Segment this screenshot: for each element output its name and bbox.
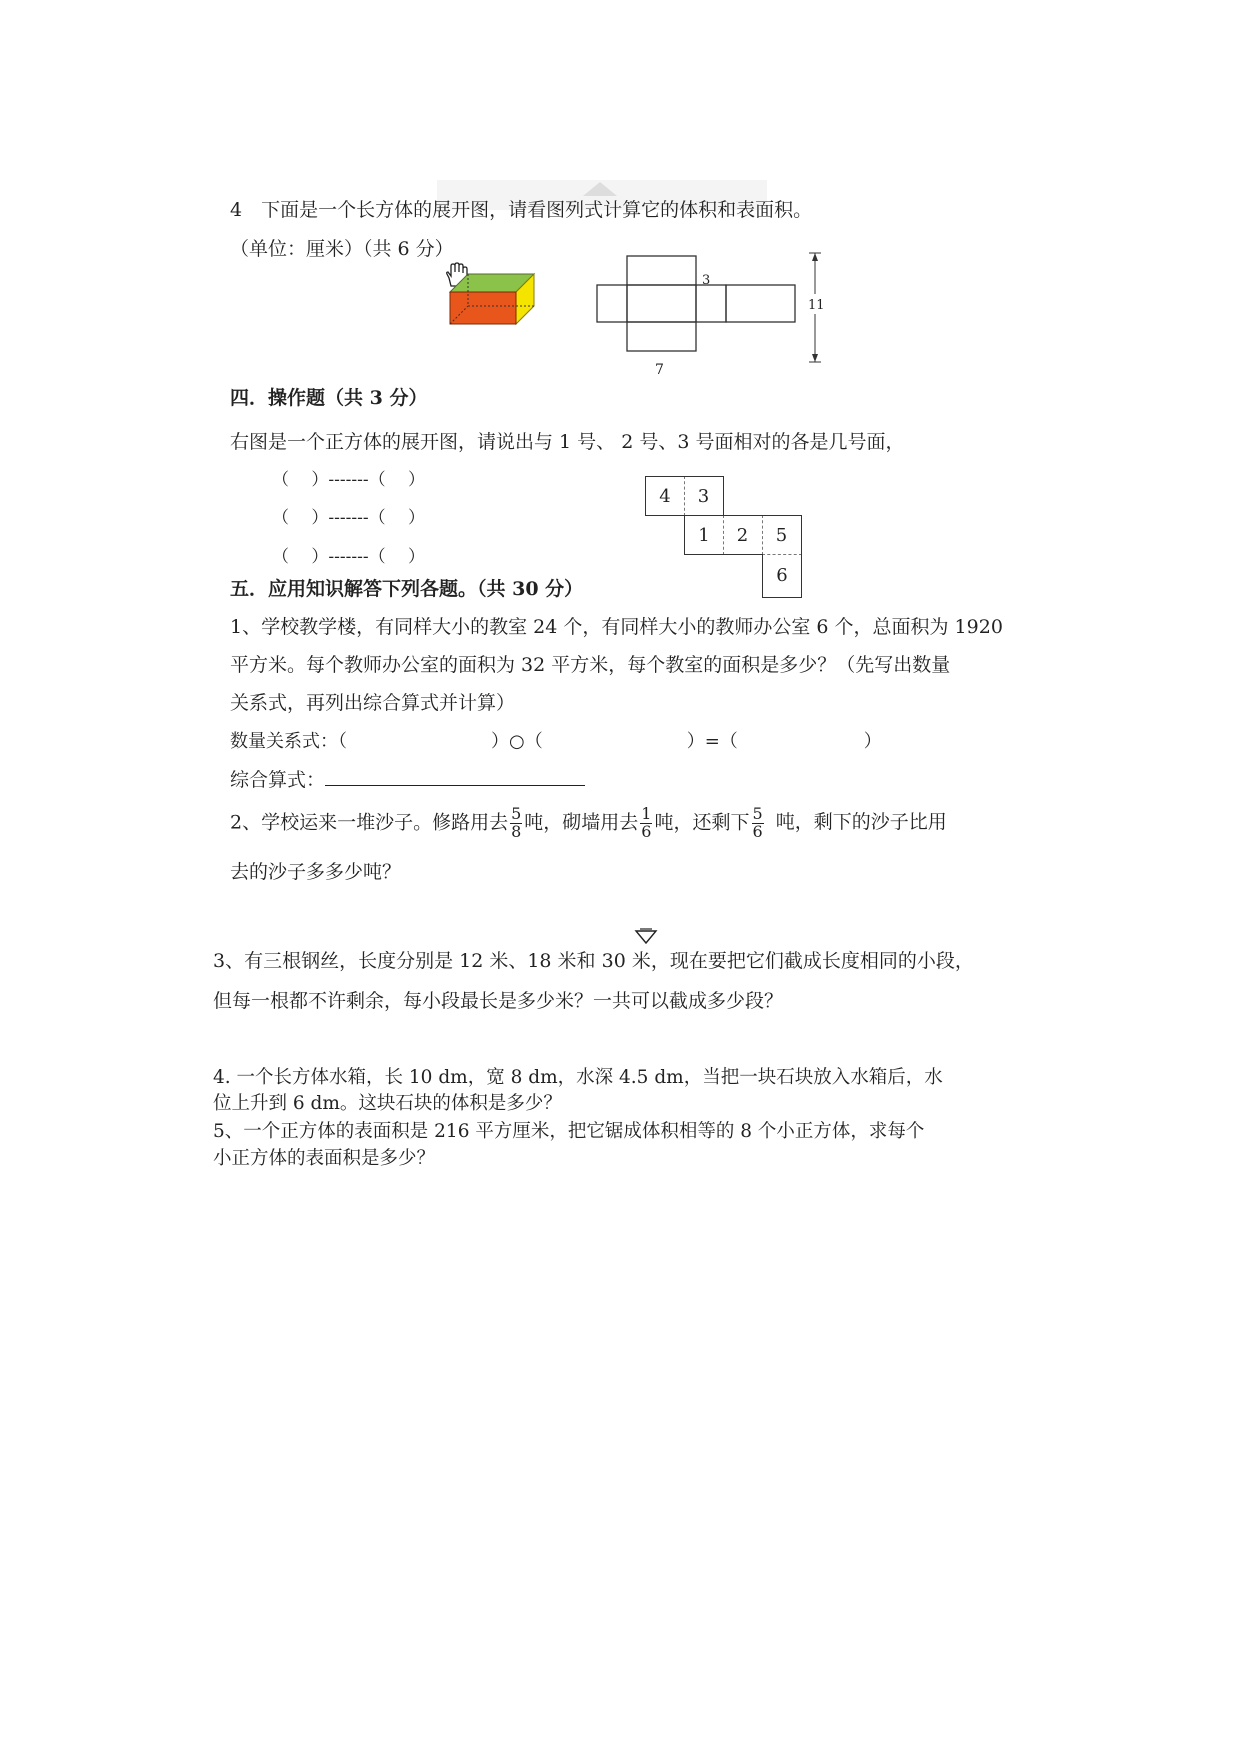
cube-face: 5 <box>762 515 802 555</box>
p5-line2: 小正方体的表面积是多少？ <box>213 1148 436 1169</box>
p2-text-b: 吨，砌墙用去 <box>524 811 639 834</box>
cube-face: 1 <box>684 515 724 555</box>
up-arrow-icon <box>583 182 617 196</box>
p4-line1: 4. 一个长方体水箱，长 10 dm，宽 8 dm，水深 4.5 dm，当把一块石块放入水箱后，水 <box>213 1067 943 1088</box>
cuboid-illustration <box>448 270 538 328</box>
section4-prompt: 右图是一个正方体的展开图，请说出与 1 号、 2 号、3 号面相对的各是几号面， <box>230 431 905 453</box>
p3-line1: 3、有三根钢丝，长度分别是 12 米、18 米和 30 米，现在要把它们截成长度相同的小段， <box>213 950 974 972</box>
cube-face: 6 <box>762 554 802 598</box>
cube-face: 2 <box>723 515 763 555</box>
cursor-icon <box>634 928 658 946</box>
p1-relation: 数量关系式：（ ）○（ ）=（ ） <box>230 731 882 752</box>
q4-units: （单位：厘米）（共 6 分） <box>230 238 454 260</box>
p1-line1: 1、学校教学楼，有同样大小的教室 24 个，有同样大小的教师办公室 6 个，总面积为 1920 <box>230 616 1003 638</box>
fraction-numerator: 1 <box>641 804 652 823</box>
fraction-5-8 <box>510 806 522 841</box>
p5-line1: 5、一个正方体的表面积是 216 平方厘米，把它锯成体积相等的 8 个小正方体，求每个 <box>213 1121 925 1142</box>
cube-face: 3 <box>684 476 724 516</box>
formula-answer-blank[interactable] <box>325 769 585 786</box>
fraction-denominator: 6 <box>641 821 652 841</box>
section5-heading: 五．应用知识解答下列各题。（共 30 分） <box>230 578 584 600</box>
p1-line3: 关系式，再列出综合算式并计算） <box>230 692 516 714</box>
p1-line2: 平方米。每个教师办公室的面积为 32 平方米，每个教室的面积是多少？（先写出数量 <box>230 654 951 676</box>
net-label-bottom: 7 <box>655 362 664 378</box>
p2-line2: 去的沙子多多少吨？ <box>230 861 402 883</box>
cuboid-net-diagram <box>590 250 830 380</box>
fraction-denominator: 6 <box>752 821 763 841</box>
cube-face: 4 <box>645 476 685 516</box>
p4-line2: 位上升到 6 dm。这块石块的体积是多少？ <box>213 1093 562 1114</box>
p1-formula-label: 综合算式： <box>230 769 326 791</box>
p3-line2: 但每一根都不许剩余，每小段最长是多少米？一共可以截成多少段？ <box>213 990 784 1012</box>
fraction-1-6 <box>640 806 652 841</box>
p2-line1 <box>230 806 947 841</box>
pair-line-2: （ ）-------（ ） <box>272 508 426 528</box>
net-label-right: 11 <box>808 298 825 313</box>
fraction-numerator: 5 <box>752 804 763 823</box>
q4-title: 4 下面是一个长方体的展开图，请看图列式计算它的体积和表面积。 <box>230 199 813 221</box>
p2-text-d: 吨，剩下的沙子比用 <box>775 811 947 834</box>
pair-line-3: （ ）-------（ ） <box>272 547 426 567</box>
fraction-5-6 <box>752 806 764 841</box>
pair-line-1: （ ）-------（ ） <box>272 470 426 490</box>
p2-text-a: 2、学校运来一堆沙子。修路用去 <box>230 811 509 834</box>
net-label-top: 3 <box>702 273 711 288</box>
fraction-numerator: 5 <box>511 804 522 823</box>
p2-text-c: 吨，还剩下 <box>654 811 750 834</box>
section4-heading: 四．操作题（共 3 分） <box>230 387 428 409</box>
p1-formula-row <box>230 769 585 792</box>
fraction-denominator: 8 <box>511 821 522 841</box>
